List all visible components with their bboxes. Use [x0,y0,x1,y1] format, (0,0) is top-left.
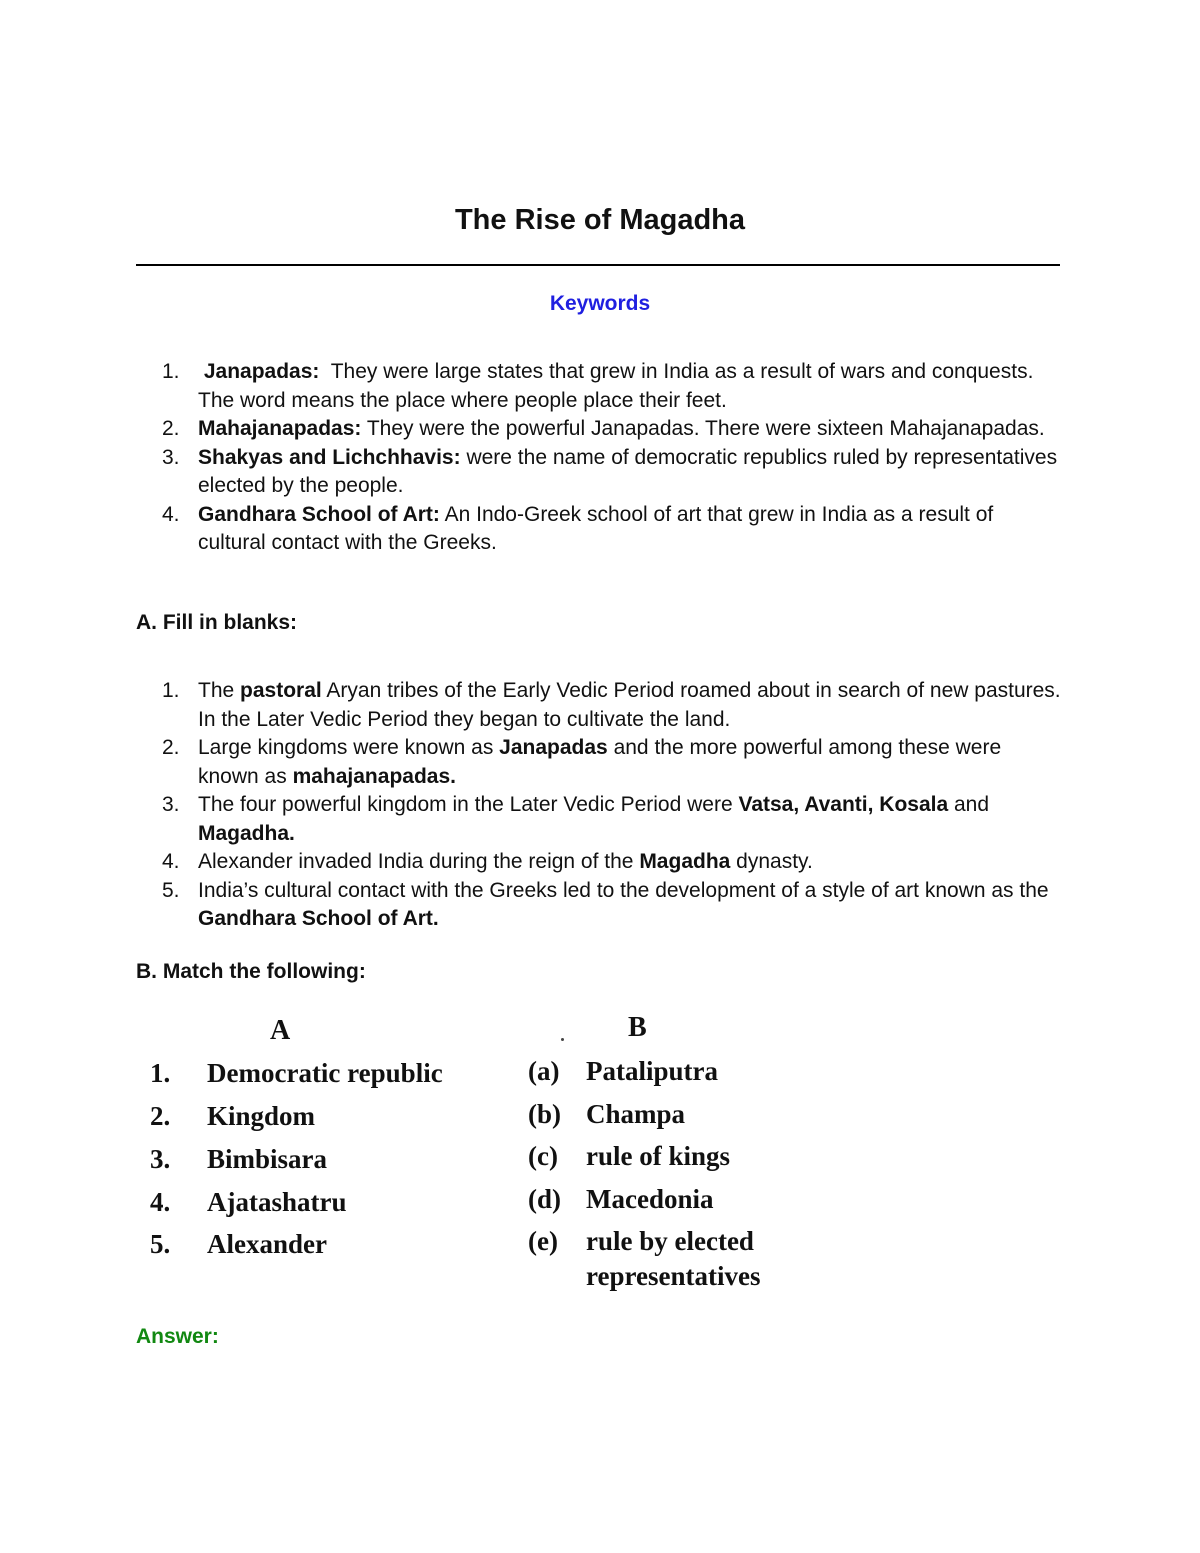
fill-answer: Magadha. [198,821,295,845]
match-b-letter: (c) [528,1141,558,1171]
page-title: The Rise of Magadha [454,204,746,236]
fill-item: 3. The four powerful kingdom in the Later Vedic Period were Vatsa, Avanti, Kosala and Magadha. [162,793,990,845]
keyword-term: Gandhara School of Art: [198,502,440,526]
fill-number: 5. [162,878,180,902]
answer-label: Answer: [136,1325,219,1348]
keyword-number: 3. [162,445,180,469]
fill-item: 1. The pastoral Aryan tribes of the Early Vedic Period roamed about in search of new pastures. In the Later Vedic Period they began to cultivate the land. [162,679,1061,731]
column-a-header: A [270,1015,291,1046]
fill-number: 2. [162,736,180,759]
keyword-number: 4. [162,502,180,526]
match-b-letter: (a) [528,1056,560,1086]
fill-number: 4. [162,850,180,873]
match-b-letter: (e) [528,1226,558,1256]
scan-speck [561,1038,564,1041]
match-a-item: Kingdom [207,1101,316,1131]
match-b-item: rule of kings [586,1141,731,1171]
fill-answer: Vatsa, Avanti, Kosala [738,793,949,816]
match-a-number: 3. [150,1144,171,1174]
fill-in-blanks-heading: A. Fill in blanks: [136,611,298,634]
match-a-number: 5. [150,1229,171,1259]
match-a-item: Alexander [207,1229,327,1259]
fill-item: 4. Alexander invaded India during the reign of the Magadha dynasty. [136,848,1066,877]
keyword-number: 2. [162,417,180,440]
match-b-item: Pataliputra [586,1056,718,1086]
match-b-item-continued: representatives [586,1261,761,1291]
fill-item: 2. Large kingdoms were known as Janapadas and the more powerful among these were known as mahajanapadas. [162,736,1002,788]
column-b-header: B [628,1012,647,1043]
match-b-item: rule by elected [586,1226,754,1256]
match-b-item: Macedonia [586,1184,714,1214]
fill-answer: pastoral [240,679,322,702]
keyword-term: Mahajanapadas: [198,417,362,440]
match-b-letter: (b) [528,1099,561,1129]
fill-answer: Janapadas [499,736,608,759]
keyword-term: Janapadas: [203,360,320,383]
keyword-definition: were the name of democratic republics ruled by representatives elected by the people. [198,445,1058,497]
match-a-item: Democratic republic [207,1058,443,1088]
fill-answer: Gandhara School of Art. [198,907,439,930]
match-a-item: Bimbisara [207,1144,328,1174]
match-a-number: 1. [150,1058,171,1088]
keywords-heading: Keywords [549,292,651,315]
match-b-letter: (d) [528,1184,561,1214]
keyword-definition: They were large states that grew in India as a result of wars and conquests. The word means the place where people place their feet. [198,360,1034,412]
fill-answer: mahajanapadas. [292,764,456,788]
match-a-number: 2. [150,1101,171,1131]
keyword-definition: An Indo-Greek school of art that grew in India as a result of cultural contact with the Greeks. [198,502,994,554]
keyword-term: Shakyas and Lichchhavis: [198,445,461,469]
fill-answer: Magadha [639,850,731,873]
fill-number: 3. [162,793,180,816]
match-heading: B. Match the following: [136,960,366,983]
keyword-definition: They were the powerful Janapadas. There were sixteen Mahajanapadas. [366,417,1045,440]
match-a-item: Ajatashatru [207,1187,347,1217]
match-b-item: Champa [586,1099,686,1129]
fill-number: 1. [162,679,180,702]
match-a-number: 4. [150,1187,171,1217]
keyword-number: 1. [162,360,180,383]
fill-item: 5. India’s cultural contact with the Greeks led to the development of a style of art known as the Gandhara School of Art. [162,878,1049,930]
